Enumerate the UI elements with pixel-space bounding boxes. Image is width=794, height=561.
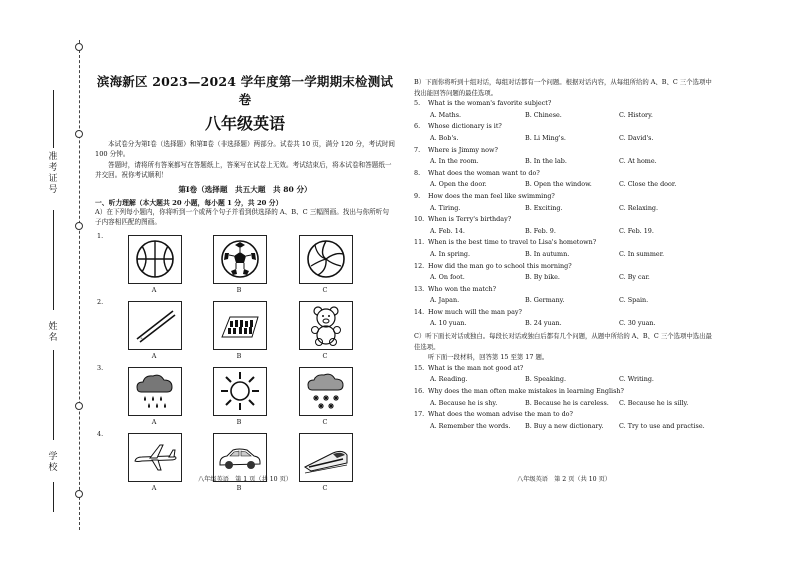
exam-no-line xyxy=(53,90,54,148)
question-stem xyxy=(414,145,714,157)
picture-questions xyxy=(95,231,395,497)
answer-option: C. Relaxing. xyxy=(619,203,659,212)
school-write-line xyxy=(53,482,54,512)
answer-option: B. By bike. xyxy=(525,273,560,282)
binding-margin xyxy=(0,0,95,561)
question-text: How does the man feel like swimming? xyxy=(428,191,555,200)
option-box xyxy=(299,367,353,416)
rain-cloud-icon xyxy=(133,370,177,412)
answer-option: C. 30 yuan. xyxy=(619,319,656,328)
answer-option: A. Because he is shy. xyxy=(430,398,498,407)
answer-options xyxy=(414,179,714,191)
exam-subject: 八年级英语 xyxy=(204,114,285,133)
option-box xyxy=(128,235,182,284)
answer-option: A. Maths. xyxy=(430,110,462,119)
option-label: C xyxy=(322,483,328,492)
answer-option: B. Li Ming's. xyxy=(525,133,566,142)
answer-options xyxy=(414,249,714,261)
question-number: 7. xyxy=(414,145,421,154)
answer-option: A. Bob's. xyxy=(430,133,459,142)
question-text: Why does the man often make mistakes in learning English? xyxy=(428,387,624,396)
answer-option: A. Feb. 14. xyxy=(430,226,465,235)
answer-option: A. In the room. xyxy=(430,157,479,166)
exam-no-write-line xyxy=(53,210,54,310)
option-label: A xyxy=(151,483,157,492)
option-label: A xyxy=(151,351,157,360)
question-number: 10. xyxy=(414,215,425,224)
answer-option: B. Exciting. xyxy=(525,203,563,212)
question-number: 8. xyxy=(414,168,421,177)
question-stem xyxy=(414,409,714,421)
volleyball-icon xyxy=(305,238,347,280)
teddy-bear-icon xyxy=(306,304,346,346)
answer-option: B. Open the window. xyxy=(525,180,592,189)
page-1 xyxy=(95,72,395,497)
high-speed-train-icon xyxy=(303,437,349,477)
answer-options xyxy=(414,318,714,330)
answer-option: A. On foot. xyxy=(430,273,465,282)
part-a-instructions: A）在下列每小题内，你将听到一个或两个句子并看到供选择的 A、B、C 三幅图画。找出与你所听句子内容相匹配的图画。 xyxy=(95,208,389,227)
school-label: 学校 xyxy=(48,452,58,473)
option-label: B xyxy=(236,483,242,492)
exam-no-label: 准考证号 xyxy=(48,152,58,195)
answer-option: A. 10 yuan. xyxy=(430,319,467,328)
answer-option: C. Try to use and practise. xyxy=(619,421,705,430)
question-text: Where is Jimmy now? xyxy=(428,145,498,154)
question-number: 16. xyxy=(414,387,425,396)
question-number: 11. xyxy=(414,238,425,247)
question-number: 9. xyxy=(414,191,421,200)
option-label: B xyxy=(236,417,242,426)
page-footer: 八年级英语 第 2 页（共 10 页） xyxy=(517,476,611,483)
answer-options xyxy=(414,110,714,122)
question-stem xyxy=(414,214,714,226)
option-label: B xyxy=(236,285,242,294)
question-text: When is Terry's birthday? xyxy=(428,215,512,224)
question-stem xyxy=(414,386,714,398)
question-stem xyxy=(414,261,714,273)
answer-options xyxy=(414,398,714,410)
answer-options xyxy=(414,421,714,433)
question-number: 6. xyxy=(414,122,421,131)
option-box xyxy=(299,301,353,350)
option-label: A xyxy=(151,285,157,294)
airplane-icon xyxy=(132,437,178,477)
option-label: C xyxy=(322,285,328,294)
answer-options xyxy=(414,374,714,386)
answer-option: C. Feb. 19. xyxy=(619,226,654,235)
answer-option: B. Chinese. xyxy=(525,110,562,119)
answer-option: C. In summer. xyxy=(619,249,665,258)
answer-option: B. Germany. xyxy=(525,296,565,305)
question-stem xyxy=(414,98,714,110)
name-label: 姓名 xyxy=(48,322,58,343)
question-number: 2. xyxy=(97,297,104,306)
section-heading: 一、听力理解（本大题共 20 小题，每小题 1 分，共 20 分） xyxy=(95,199,283,208)
question-stem xyxy=(414,191,714,203)
answer-options xyxy=(414,203,714,215)
option-box xyxy=(299,235,353,284)
option-box xyxy=(213,235,267,284)
cut-line xyxy=(79,40,80,530)
question-number: 1. xyxy=(97,231,104,240)
question-stem xyxy=(414,237,714,249)
intro-paragraph-2: 答题时，请将所有答案都写在答题纸上，答案写在试卷上无效。考试结束后，将本试卷和答题纸一并交回。祝你考试顺利！ xyxy=(95,160,392,179)
answer-options xyxy=(414,295,714,307)
question-number: 15. xyxy=(414,363,425,372)
question-number: 13. xyxy=(414,284,425,293)
question-number: 14. xyxy=(414,307,425,316)
answer-option: B. Buy a new dictionary. xyxy=(525,421,604,430)
answer-option: A. Remember the words. xyxy=(430,421,511,430)
snow-cloud-icon xyxy=(304,370,348,412)
question-text: Who won the match? xyxy=(428,284,497,293)
question-text: What is the man not good at? xyxy=(428,363,524,372)
question-text: What is the woman's favorite subject? xyxy=(428,99,552,108)
option-label: C xyxy=(322,417,328,426)
option-label: A xyxy=(151,417,157,426)
answer-options xyxy=(414,226,714,238)
question-number: 12. xyxy=(414,261,425,270)
answer-option: A. Open the door. xyxy=(430,180,487,189)
answer-option: C. Because he is silly. xyxy=(619,398,689,407)
answer-option: A. Reading. xyxy=(430,375,468,384)
binding-hole xyxy=(75,490,83,498)
exam-title: 滨海新区 2023—2024 学年度第一学期期末检测试卷 xyxy=(96,74,394,107)
chopsticks-icon xyxy=(133,305,177,345)
answer-option: B. In autumn. xyxy=(525,249,570,258)
answer-option: C. At home. xyxy=(619,157,657,166)
intro-paragraph-1: 本试卷分为第Ⅰ卷（选择题）和第Ⅱ卷（非选择题）两部分。试卷共 10 页，满分 120 分，考试时间 100 分钟。 xyxy=(95,140,396,159)
car-icon xyxy=(217,437,263,477)
option-box xyxy=(128,301,182,350)
option-box xyxy=(128,367,182,416)
answer-option: C. History. xyxy=(619,110,653,119)
answer-option: A. In spring. xyxy=(430,249,471,258)
chess-board-icon xyxy=(218,305,262,345)
question-text: Whose dictionary is it? xyxy=(428,122,502,131)
question-text: How much will the man pay? xyxy=(428,307,522,316)
answer-option: A. Tiring. xyxy=(430,203,461,212)
question-stem xyxy=(414,284,714,296)
option-box xyxy=(213,301,267,350)
question-stem xyxy=(414,307,714,319)
option-label: C xyxy=(322,351,328,360)
part-b-questions xyxy=(414,98,714,330)
answer-option: C. David's. xyxy=(619,133,654,142)
binding-hole xyxy=(75,130,83,138)
answer-option: B. In the lab. xyxy=(525,157,567,166)
question-number: 17. xyxy=(414,410,425,419)
answer-options xyxy=(414,156,714,168)
binding-hole xyxy=(75,402,83,410)
question-text: When is the best time to travel to Lisa's hometown? xyxy=(428,238,597,247)
answer-option: B. Feb. 9. xyxy=(525,226,556,235)
question-number: 3. xyxy=(97,363,104,372)
sun-icon xyxy=(218,370,262,412)
soccer-ball-icon xyxy=(219,238,261,280)
part-c-intro: 听下面一段材料，回答第 15 至第 17 题。 xyxy=(428,353,549,362)
answer-option: C. Spain. xyxy=(619,296,649,305)
part-c-instructions: C）听下面长对话或独白。每段长对话或独白后都有几个问题，从题中所给的 A、B、C 三个选项中选出最佳选项。 xyxy=(414,332,712,351)
answer-option: C. Close the door. xyxy=(619,180,677,189)
question-number: 4. xyxy=(97,429,104,438)
option-box xyxy=(213,367,267,416)
part-c-questions xyxy=(414,363,714,433)
name-write-line xyxy=(53,350,54,440)
question-text: What does the woman advise the man to do? xyxy=(428,410,573,419)
answer-option: A. Japan. xyxy=(430,296,460,305)
binding-hole xyxy=(75,43,83,51)
volume-heading: 第Ⅰ卷（选择题 共五大题 共 80 分） xyxy=(178,185,312,195)
answer-option: C. By car. xyxy=(619,273,650,282)
question-stem xyxy=(414,168,714,180)
answer-options xyxy=(414,133,714,145)
question-stem xyxy=(414,363,714,375)
option-label: B xyxy=(236,351,242,360)
question-text: How did the man go to school this morning? xyxy=(428,261,572,270)
answer-option: B. 24 yuan. xyxy=(525,319,562,328)
page-footer: 八年级英语 第 1 页（共 10 页） xyxy=(198,476,292,483)
part-b-instructions: B）下面你将听到十组对话，每组对话都有一个问题。根据对话内容，从每组所给的 A、B、C 三个选项中找出能回答问题的最佳选项。 xyxy=(414,78,712,97)
binding-hole xyxy=(75,222,83,230)
answer-options xyxy=(414,272,714,284)
answer-option: C. Writing. xyxy=(619,375,654,384)
answer-option: B. Speaking. xyxy=(525,375,566,384)
answer-option: B. Because he is careless. xyxy=(525,398,609,407)
question-stem xyxy=(414,121,714,133)
basketball-icon xyxy=(134,238,176,280)
question-number: 5. xyxy=(414,99,421,108)
question-text: What does the woman want to do? xyxy=(428,168,540,177)
page-2 xyxy=(414,77,714,483)
